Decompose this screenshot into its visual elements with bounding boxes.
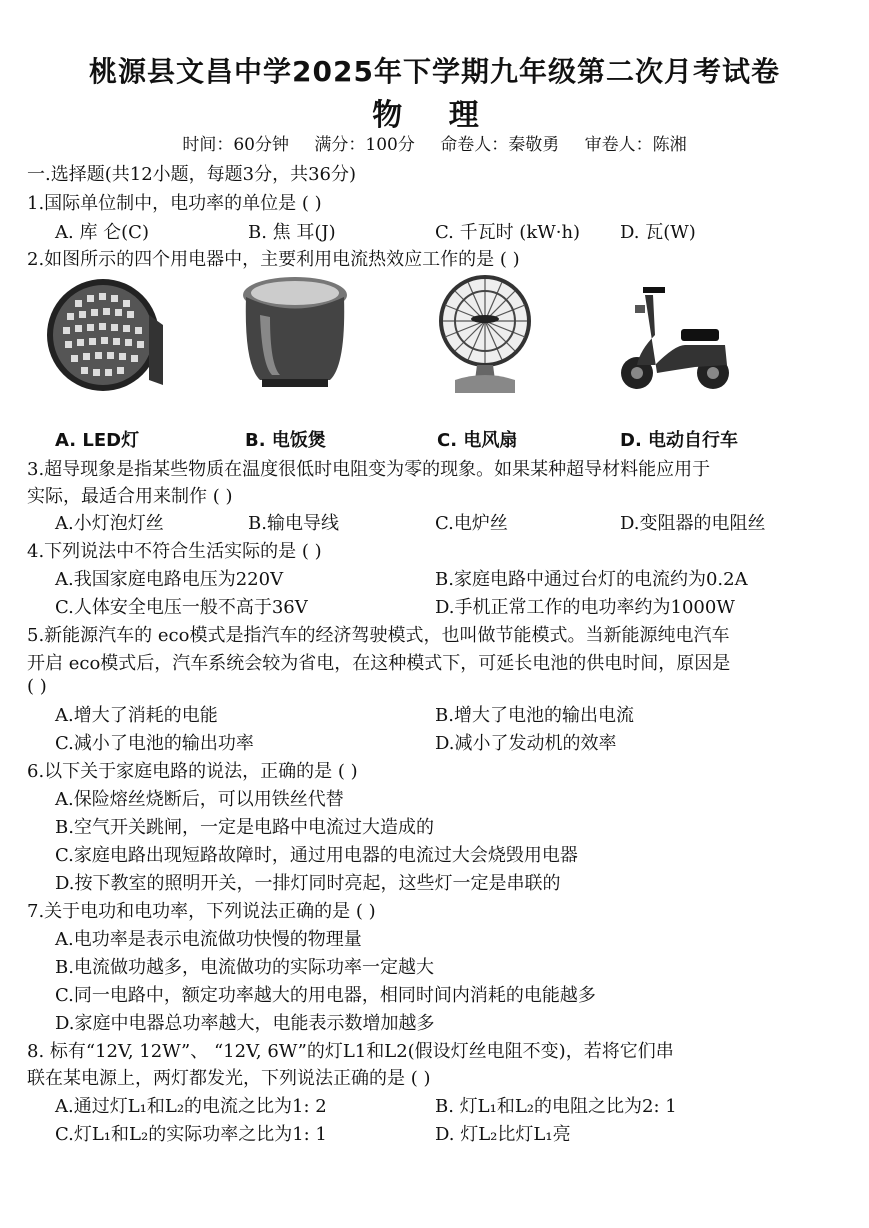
q3-option-d: D.变阻器的电阻丝 (620, 513, 766, 534)
question-5-line1: 5.新能源汽车的 eco模式是指汽车的经济驾驶模式，也叫做节能模式。当新能源纯电汽车 (27, 625, 730, 646)
section-heading: 一.选择题(共12小题，每题3分，共36分) (27, 164, 357, 185)
q7-option-a: A.电功率是表示电流做功快慢的物理量 (55, 929, 362, 950)
led-lamp-image (45, 275, 165, 395)
exam-title: 桃源县文昌中学2025年下学期九年级第二次月考试卷 (89, 55, 780, 88)
q7-option-d: D.家庭中电器总功率越大，电能表示数增加越多 (55, 1013, 435, 1034)
q1-option-a: A. 库 仑(C) (55, 222, 149, 243)
rice-cooker-image (240, 275, 350, 395)
q8-option-b: B. 灯L₁和L₂的电阻之比为2: 1 (435, 1096, 677, 1117)
q4-option-b: B.家庭电路中通过台灯的电流约为0.2A (435, 569, 748, 590)
q1-option-c: C. 千瓦时 (kW·h) (435, 222, 581, 243)
q3-option-b: B.输电导线 (248, 513, 339, 534)
q7-option-b: B.电流做功越多，电流做功的实际功率一定越大 (55, 957, 434, 978)
question-2: 2.如图所示的四个用电器中，主要利用电流热效应工作的是 ( ) (27, 249, 520, 270)
q2-option-d: D. 电动自行车 (620, 430, 739, 451)
q1-option-b: B. 焦 耳(J) (248, 222, 336, 243)
q4-option-a: A.我国家庭电路电压为220V (55, 569, 284, 590)
q8-option-a: A.通过灯L₁和L₂的电流之比为1: 2 (55, 1096, 327, 1117)
q5-option-d: D.减小了发动机的效率 (435, 733, 617, 754)
q4-option-c: C.人体安全电压一般不高于36V (55, 597, 308, 618)
q2-images (0, 275, 869, 405)
q6-option-a: A.保险熔丝烧断后，可以用铁丝代替 (55, 789, 344, 810)
electric-fan-image (435, 275, 535, 400)
q1-option-d: D. 瓦(W) (620, 222, 696, 243)
exam-score: 满分：100分 (314, 135, 415, 155)
q5-option-b: B.增大了电池的输出电流 (435, 705, 634, 726)
question-3-line1: 3.超导现象是指某些物质在温度很低时电阻变为零的现象。如果某种超导材料能应用于 (27, 459, 711, 480)
q6-option-d: D.按下教室的照明开关，一排灯同时亮起，这些灯一定是串联的 (55, 873, 561, 894)
q8-option-d: D. 灯L₂比灯L₁亮 (435, 1124, 571, 1145)
q2-option-a: A. LED灯 (55, 430, 140, 451)
exam-reviewer: 审卷人：陈湘 (584, 135, 687, 155)
question-7: 7.关于电功和电功率，下列说法正确的是 ( ) (27, 901, 376, 922)
q8-option-c: C.灯L₁和L₂的实际功率之比为1: 1 (55, 1124, 327, 1145)
q6-option-b: B.空气开关跳闸，一定是电路中电流过大造成的 (55, 817, 434, 838)
q7-option-c: C.同一电路中，额定功率越大的用电器，相同时间内消耗的电能越多 (55, 985, 596, 1006)
question-1: 1.国际单位制中，电功率的单位是 ( ) (27, 193, 322, 214)
exam-author: 命卷人：秦敬勇 (440, 135, 560, 155)
electric-bike-image (615, 275, 735, 395)
q3-option-a: A.小灯泡灯丝 (55, 513, 164, 534)
q5-option-a: A.增大了消耗的电能 (55, 705, 218, 726)
q5-option-c: C.减小了电池的输出功率 (55, 733, 254, 754)
question-6: 6.以下关于家庭电路的说法，正确的是 ( ) (27, 761, 358, 782)
exam-meta (0, 130, 869, 155)
question-8-line2: 联在某电源上，两灯都发光，下列说法正确的是 ( ) (27, 1068, 431, 1089)
q6-option-c: C.家庭电路出现短路故障时，通过用电器的电流过大会烧毁用电器 (55, 845, 578, 866)
q2-option-c: C. 电风扇 (437, 430, 518, 451)
exam-time: 时间：60分钟 (182, 135, 289, 155)
question-8-line1: 8. 标有“12V, 12W”、 “12V, 6W”的灯L1和L2(假设灯丝电阻不变)，若将它们串 (27, 1041, 674, 1062)
question-5-line3: ( ) (27, 676, 47, 697)
question-3-line2: 实际，最适合用来制作 ( ) (27, 486, 233, 507)
subject-title: 物 理 (372, 98, 497, 133)
q3-option-c: C.电炉丝 (435, 513, 508, 534)
q2-option-b: B. 电饭煲 (245, 430, 326, 451)
question-5-line2: 开启 eco模式后，汽车系统会较为省电，在这种模式下，可延长电池的供电时间，原因是 (27, 653, 731, 674)
question-4: 4.下列说法中不符合生活实际的是 ( ) (27, 541, 322, 562)
q4-option-d: D.手机正常工作的电功率约为1000W (435, 597, 735, 618)
